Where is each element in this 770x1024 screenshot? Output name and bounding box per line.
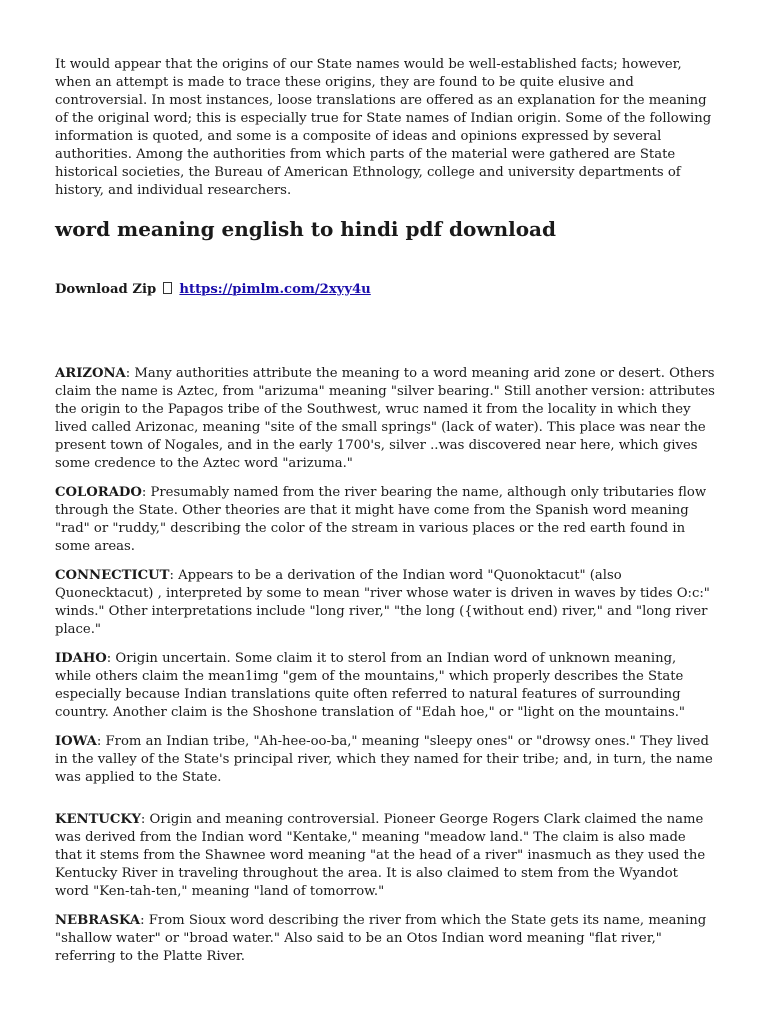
- state-description: : Origin and meaning controversial. Pioneer George Rogers Clark claimed the name was derived from the Indian word "Kentake," meaning "meadow land." The claim is also made that it stems from the Shawnee word meaning "at the head of a river" inasmuch as they used the Kentucky River in traveling throughout the area. It is also claimed to stem from the Wyandot word "Ken-tah-ten," meaning "land of tomorrow.": [55, 812, 706, 899]
- state-description: : Many authorities attribute the meaning to a word meaning arid zone or desert. Others claim the name is Aztec, from "arizuma" meaning "silver bearing." Still another version: attributes the origin to the Papagos tribe of the Southwest, wruc named it from the locality in which they lived called Arizonac, meaning "site of the small springs" (lack of water). This place was near the present town of Nogales, and in the early 1700's, silver ..was discovered near here, which gives some credence to the Aztec word "arizuma.": [55, 366, 715, 471]
- state-name: COLORADO: [55, 485, 142, 500]
- missing-glyph-icon: [163, 282, 172, 294]
- download-line: [55, 281, 715, 299]
- state-name: IDAHO: [55, 651, 107, 666]
- state-name: ARIZONA: [55, 366, 126, 381]
- document-page: [55, 48, 715, 977]
- state-entry-kentucky: [55, 811, 715, 901]
- download-link[interactable]: https://pimlm.com/2xyy4u: [179, 282, 371, 297]
- state-entry-idaho: [55, 650, 715, 722]
- download-label: Download Zip: [55, 282, 157, 297]
- state-list: [55, 365, 715, 966]
- state-name: KENTUCKY: [55, 812, 141, 827]
- state-entry-arizona: [55, 365, 715, 473]
- state-description: : Presumably named from the river bearing the name, although only tributaries flow through the State. Other theories are that it might have come from the Spanish word meaning "rad" or "ruddy," describing the color of the stream in various places or the red earth found in some areas.: [55, 485, 707, 554]
- state-entry-iowa: [55, 733, 715, 787]
- state-name: CONNECTICUT: [55, 568, 170, 583]
- state-entry-connecticut: [55, 567, 715, 639]
- state-entry-colorado: [55, 484, 715, 556]
- state-description: : From an Indian tribe, "Ah-hee-oo-ba," meaning "sleepy ones" or "drowsy ones." They lived in the valley of the State's principal river, which they named for their tribe; and, in turn, the name was applied to the State.: [55, 734, 713, 785]
- state-name: IOWA: [55, 734, 97, 749]
- state-description: : From Sioux word describing the river from which the State gets its name, meaning "shallow water" or "broad water." Also said to be an Otos Indian word meaning "flat river," referring to the Platte River.: [55, 913, 707, 964]
- state-entry-nebraska: [55, 912, 715, 966]
- page-title: word meaning english to hindi pdf download: [55, 217, 556, 241]
- intro-paragraph: It would appear that the origins of our State names would be well-established facts; however, when an attempt is made to trace these origins, they are found to be quite elusive and controversial. In most instances, loose translations are offered as an explanation for the meaning of the original word; this is especially true for State names of Indian origin. Some of the following information is quoted, and some is a composite of ideas and opinions expressed by several authorities. Among the authorities from which parts of the material were gathered are State historical societies, the Bureau of American Ethnology, college and university departments of history, and individual researchers.: [55, 57, 712, 198]
- state-description: : Appears to be a derivation of the Indian word "Quonoktacut" (also Quonecktacut) , interpreted by some to mean "river whose water is driven in waves by tides O:c:" winds." Other interpretations include "long river," "the long ({without end) river," and "long river place.": [55, 568, 710, 637]
- state-description: : Origin uncertain. Some claim it to sterol from an Indian word of unknown meaning, while others claim the mean1img "gem of the mountains," which properly describes the State especially because Indian translations quite often referred to natural features of surrounding country. Another claim is the Shoshone translation of "Edah hoe," or "light on the mountains.": [55, 651, 685, 720]
- state-name: NEBRASKA: [55, 913, 141, 928]
